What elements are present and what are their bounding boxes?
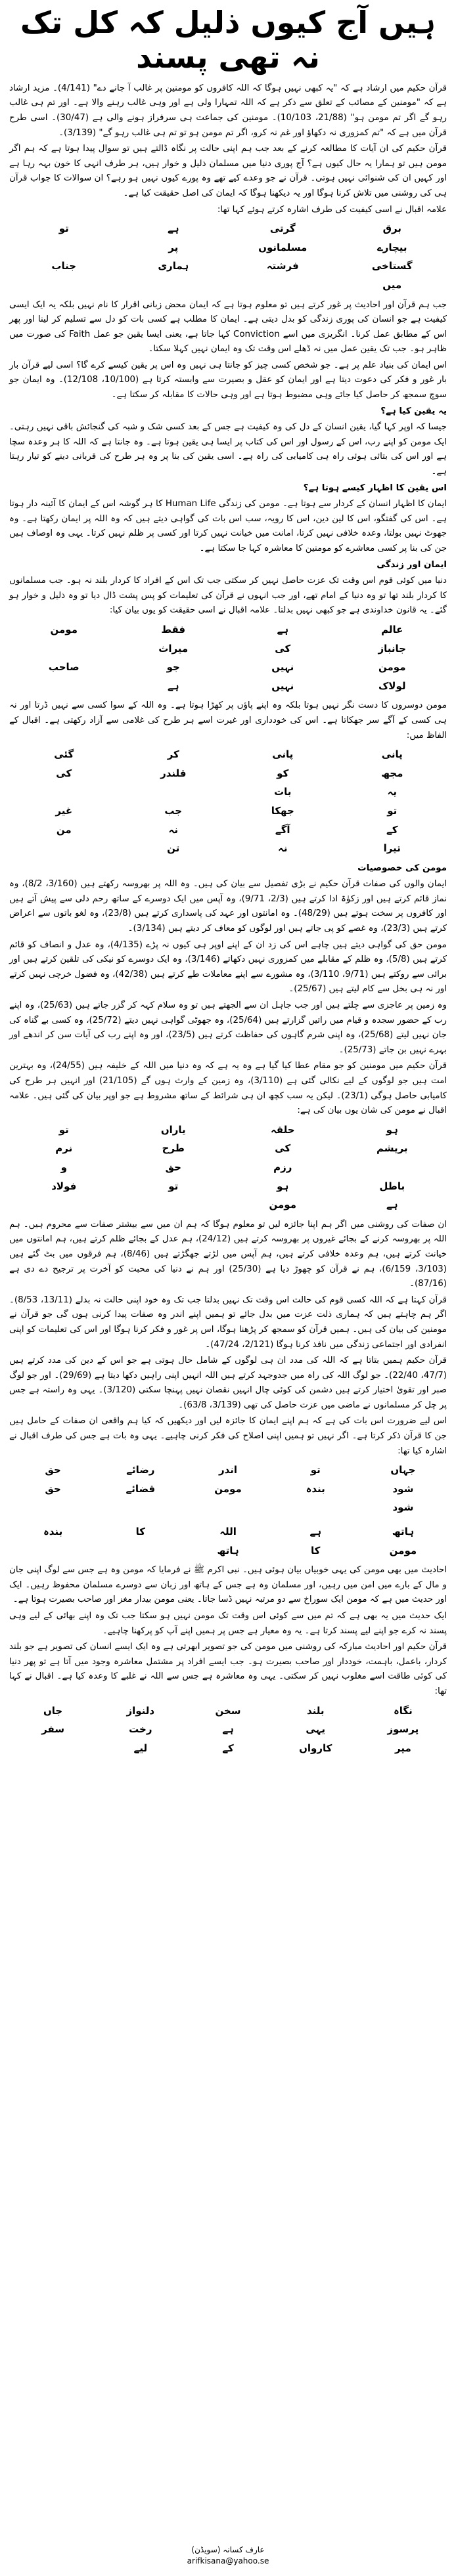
verse-word — [119, 784, 229, 800]
verse-word: رضائے — [126, 1464, 155, 1476]
verse-word — [97, 1543, 184, 1558]
verse-word — [97, 1500, 184, 1515]
verse-word: کی — [275, 642, 291, 655]
verse-word: نہیں — [271, 679, 294, 692]
verse-word: قلندر — [160, 767, 187, 779]
verse-word: مجھ — [381, 767, 403, 779]
verse-word: تو — [58, 223, 69, 235]
verse-word: جاں — [43, 1704, 63, 1717]
verse-word — [184, 1500, 271, 1515]
paragraph: جب ہم قرآن اور احادیث پر غور کرتے ہیں تو معلوم ہوتا ہے کہ ایمان محض زبانی اقرار کا نام نہیں بلکہ یہ ایک ایسی کیفیت ہے جو انسان کی پوری زندگی کو بدل دیتی ہے۔ ایمان کا مطلب ہے کسی بات کو دل سے تسلیم کر لینا اور پھر اس کے مطابق عمل کرنا۔ انگریزی میں اسے Conviction کہا جاتا ہے، یعنی ایسا یقین جو عمل Faith کی صورت میں ظاہر ہو۔ جب تک یقین عمل میں نہ ڈھلے اس وقت تک وہ ایمان نہیں کہلا سکتا۔ — [9, 299, 447, 354]
paragraph: مومن حق کی گواہی دیتے ہیں چاہے اس کی زد ان کے اپنے اوپر ہی کیوں نہ پڑے (4/135)، وہ عدل و انصاف کو قائم کرتے ہیں (5/8)، وہ ظلم کے مقابلے میں کمزوری نہیں دکھاتے (3/146)، وہ ایک دوسرے کو نیکی کی تلقین کرتے ہیں اور برائی سے روکتے ہیں (9/71، 3/110)، وہ مشورے سے اپنے معاملات طے کرتے ہیں (42/38)، وہ فضول خرچی نہیں کرتے اور نہ ہی بخل سے کام لیتے ہیں (25/67)۔ — [9, 939, 447, 995]
paragraph: قرآن حکیم ہمیں بتاتا ہے کہ اللہ کی مدد ان ہی لوگوں کے شامل حال ہوتی ہے جو اس کے دین کی مدد کرتے ہیں (47/7، 22/40)۔ جو لوگ اللہ کی راہ میں جدوجہد کرتے ہیں اللہ انہیں اپنی راہیں دکھا دیتا ہے (29/69)۔ اور جو لوگ صبر اور تقویٰ اختیار کرتے ہیں دشمن کی کوئی چال انہیں نقصان نہیں پہنچا سکتی (3/120)۔ یہی وہ راستہ ہے جس پر چل کر مسلمانوں نے ماضی میں عزت حاصل کی تھی (3/139، 63/8)۔ — [9, 1356, 447, 1410]
verse-word: فولاد — [51, 1180, 77, 1192]
verse-word: طرح — [162, 1142, 185, 1155]
verse-block — [9, 1524, 447, 1558]
verse-word: تو — [58, 1123, 69, 1136]
verse-word — [9, 1741, 97, 1756]
subheading: مومن کی خصوصیات — [357, 863, 447, 873]
verse-word — [9, 641, 119, 656]
verse-word: شود — [392, 1501, 414, 1514]
verse-word: نرم — [55, 1142, 73, 1155]
verse-word: کی — [275, 1142, 291, 1155]
verse-word: کے — [386, 823, 398, 836]
verse-word: تو — [310, 1464, 321, 1476]
verse-word: کر — [167, 748, 179, 761]
verse-word: بیچارے — [376, 241, 407, 253]
verse-word: نہ — [278, 842, 288, 855]
subheading: یہ یقین کیا ہے؟ — [380, 406, 447, 416]
verse-word: و — [60, 1161, 67, 1173]
verse-word: میر — [395, 1742, 411, 1754]
verse-word — [9, 784, 119, 800]
verse-word: سخن — [215, 1704, 241, 1717]
verse-word: جھکا — [271, 804, 294, 817]
verse-word: باطل — [379, 1180, 405, 1192]
verse-word: عالم — [381, 623, 403, 635]
verse-word: کا — [135, 1526, 145, 1538]
verse-word: بندہ — [43, 1526, 63, 1538]
paragraph: قرآن حکیم میں مومنین کو جو مقام عطا کیا گیا ہے وہ یہ ہے کہ وہ دنیا میں اللہ کے خلیفہ ہیں (24/55)، وہ بہترین امت ہیں جو لوگوں کے لیے نکالی گئی ہے (3/110)، وہ زمین کے وارث ہوں گے (21/105) اور انہیں ہر طرح کی کامیابی حاصل ہوگی (23/1)۔ لیکن یہ سب کچھ ان ہی شرائط کے ساتھ مشروط ہے جو اوپر بیان کی گئی ہیں۔ علامہ اقبال نے مومن کی شان یوں بیان کی ہے: — [9, 1061, 447, 1116]
verse-block — [9, 1123, 447, 1213]
verse-word — [338, 1160, 447, 1175]
verse-word: بات — [274, 786, 292, 798]
paragraph: ان صفات کی روشنی میں اگر ہم اپنا جائزہ لیں تو معلوم ہوگا کہ ہم ان میں سے بیشتر صفات سے محروم ہیں۔ ہم اللہ پر بھروسہ کرنے کے بجائے غیروں پر بھروسہ کرتے ہیں (24/12)، ہم عدل کے بجائے ظلم کرتے ہیں، ہم امانتوں میں خیانت کرتے ہیں، ہم وعدہ خلافی کرتے ہیں، ہم آپس میں لڑتے جھگڑتے ہیں (8/46)، ہم فرقوں میں بٹ گئے ہیں (3/103، 6/159)، ہم نے قرآن کو چھوڑ دیا ہے (25/30) اور ہم نے دنیا کی محبت کو آخرت پر ترجیح دے دی ہے (87/16)۔ — [9, 1219, 447, 1289]
verse-block — [9, 1704, 447, 1756]
verse-word: ہے — [167, 679, 179, 692]
verse-word: نہیں — [271, 661, 294, 674]
verse-word — [9, 1500, 97, 1515]
verse-word: ہے — [309, 1526, 321, 1538]
verse-word: تیرا — [383, 842, 401, 855]
verse-word: من — [56, 823, 72, 836]
verse-word: سفر — [41, 1723, 65, 1736]
verse-block — [9, 221, 447, 292]
subheading: ایمان اور زندگی — [376, 559, 447, 570]
verse-block — [9, 1463, 447, 1519]
verse-word: تن — [167, 842, 180, 855]
paragraph: ایک حدیث میں یہ بھی ہے کہ تم میں سے کوئی اس وقت تک مومن نہیں ہو سکتا جب تک وہ اپنے بھائی کے لیے وہی پسند نہ کرے جو اپنے لیے پسند کرتا ہے۔ یہ وہ معیار ہے جس پر ہمیں اپنے آپ کو پرکھنا چاہیے۔ — [9, 1611, 447, 1636]
article-body — [9, 81, 447, 1756]
verse-word: حق — [45, 1464, 61, 1476]
verse-word — [9, 1543, 97, 1558]
verse-word — [272, 1500, 359, 1515]
verse-word: فقط — [161, 623, 186, 635]
verse-word: اندر — [218, 1464, 238, 1476]
byline — [0, 2544, 456, 2567]
author-name: عارف کسانہ (سویڈن) — [191, 2545, 265, 2554]
verse-word: جہاں — [390, 1464, 416, 1476]
verse-word: بریشم — [376, 1142, 408, 1155]
paragraph: ایمان کا اظہار انسان کے کردار سے ہوتا ہے۔ مومن کی زندگی Human Life کا ہر گوشہ اس کے ایمان کا آئینہ دار ہوتا ہے۔ اس کی گفتگو، اس کا لین دین، اس کا رویہ، سب اس بات کی گواہی دیتے ہیں کہ وہ اللہ پر ایمان رکھتا ہے۔ وہ جھوٹ نہیں بولتا، وعدہ خلافی نہیں کرتا، امانت میں خیانت نہیں کرتا اور کسی پر ظلم نہیں کرتا۔ یہی وہ اوصاف ہیں جن کی بنا پر کسی معاشرے کو مومنین کا معاشرہ کہا جا سکتا ہے۔ — [9, 499, 447, 553]
verse-word: حلقہ — [270, 1123, 295, 1136]
verse-word: ہو — [386, 1123, 398, 1136]
verse-block — [9, 747, 447, 856]
verse-word: شود — [392, 1482, 414, 1495]
verse-word — [9, 841, 119, 856]
verse-word: مومن — [214, 1482, 242, 1495]
verse-word: مسلمانوں — [258, 241, 308, 253]
verse-word: گستاخی — [371, 260, 413, 272]
verse-word: پانی — [272, 748, 294, 761]
verse-word: مومن — [389, 1544, 417, 1556]
verse-word — [9, 679, 119, 694]
verse-word: ہے — [167, 223, 179, 235]
verse-block — [9, 622, 447, 693]
paragraph: قرآن کہتا ہے کہ اللہ کسی قوم کی حالت اس وقت تک نہیں بدلتا جب تک وہ خود اپنی حالت نہ بدلے (13/11، 8/53)۔ اگر ہم چاہتے ہیں کہ ہماری ذلت عزت میں بدل جائے تو ہمیں اپنے اندر وہ صفات پیدا کرنی ہوں گی جو قرآن نے مومنین کی بیان کی ہیں۔ ہمیں قرآن کو سمجھ کر پڑھنا ہوگا، اس پر غور و فکر کرنا ہوگا اور اس کی تعلیمات کو اپنی انفرادی اور اجتماعی زندگی میں نافذ کرنا ہوگا (2/121، 47/24)۔ — [9, 1295, 447, 1350]
paragraph: اس لیے ضرورت اس بات کی ہے کہ ہم اپنے ایمان کا جائزہ لیں اور دیکھیں کہ کیا ہم واقعی ان صفات کے حامل ہیں جن کا قرآن ذکر کرتا ہے۔ اگر نہیں تو ہمیں اپنی اصلاح کی فکر کرنی چاہیے۔ یہی وہ بات ہے جس کی طرف اقبال نے اشارہ کیا تھا: — [9, 1416, 447, 1456]
verse-word: کارواں — [299, 1742, 332, 1754]
verse-word: بندہ — [306, 1482, 325, 1495]
verse-word: لولاک — [378, 679, 406, 692]
paragraph: قرآن حکیم اور احادیث مبارکہ کی روشنی میں مومن کی جو تصویر ابھرتی ہے وہ ایک ایسے انسان کی تصویر ہے جو بلند کردار، باعمل، باہمت، خوددار اور صاحب بصیرت ہو۔ جب ایسے افراد پر مشتمل معاشرہ وجود میں آتا ہے تو پھر دنیا کی کوئی طاقت اسے مغلوب نہیں کر سکتی۔ یہی وہ معاشرہ ہے جس سے اللہ نے غلبے کا وعدہ کیا ہے۔ اقبال نے کہا تھا: — [9, 1642, 447, 1696]
verse-word: ہماری — [158, 260, 189, 272]
verse-word: جانباز — [378, 642, 406, 655]
paragraph: علامہ اقبال نے اسی کیفیت کی طرف اشارہ کرتے ہوئے کہا تھا: — [217, 204, 447, 215]
subheading: اس یقین کا اظہار کیسے ہوتا ہے؟ — [303, 483, 447, 493]
verse-word: برق — [382, 223, 401, 235]
verse-word: یہ — [387, 786, 397, 798]
verse-word: فرشتہ — [266, 260, 299, 272]
verse-word: جو — [166, 661, 180, 674]
verse-word: ہے — [222, 1723, 234, 1736]
paragraph: وہ زمین پر عاجزی سے چلتے ہیں اور جب جاہل ان سے الجھتے ہیں تو وہ سلام کہہ کر گزر جاتے ہیں (25/63)، وہ اپنے رب کے حضور سجدہ و قیام میں راتیں گزارتے ہیں (25/64)، وہ جھوٹی گواہی نہیں دیتے (25/72)، وہ کسی بے گناہ کی جان نہیں لیتے (25/68)، وہ اپنی شرم گاہوں کی حفاظت کرتے ہیں (23/5)، اور وہ اپنے رب کی آیات سن کر اندھے اور بہرے نہیں بن جاتے (25/73)۔ — [9, 1000, 447, 1055]
verse-word: ہے — [386, 1199, 398, 1211]
verse-word: مومن — [269, 1199, 296, 1211]
verse-word: کی — [56, 767, 72, 779]
paragraph: احادیث میں بھی مومن کی یہی خوبیاں بیان ہوئی ہیں۔ نبی اکرم ﷺ نے فرمایا کہ مومن وہ ہے جس سے لوگ اپنی جان و مال کے بارے میں امن میں رہیں، اور مسلمان وہ ہے جس کے ہاتھ اور زبان سے دوسرے مسلمان محفوظ رہیں۔ ایک اور حدیث میں ہے کہ مومن ایک سوراخ سے دو مرتبہ نہیں ڈسا جاتا۔ یعنی مومن بیدار مغز اور صاحب بصیرت ہوتا ہے۔ — [9, 1565, 447, 1605]
verse-word: کا — [311, 1544, 321, 1556]
verse-word: ہاتھ — [392, 1526, 415, 1538]
verse-word: حق — [45, 1482, 61, 1495]
verse-word: نہ — [168, 823, 178, 836]
paragraph: جیسا کہ اوپر کہا گیا، یقین انسان کے دل کی وہ کیفیت ہے جس کے بعد کسی شک و شبہ کی گنجائش باقی نہیں رہتی۔ ایک مومن کو اپنے رب، اس کے رسول اور اس کی کتاب پر ایسا ہی یقین ہوتا ہے۔ وہ جانتا ہے کہ اللہ کا ہر وعدہ سچا ہے اور اس کی بتائی ہوئی راہ ہی کامیابی کی راہ ہے۔ اسی یقین کی بنا پر وہ ہر طرح کی قربانی دینے کو تیار رہتا ہے۔ — [9, 422, 447, 477]
paragraph: ایمان والوں کی صفات قرآن حکیم نے بڑی تفصیل سے بیان کی ہیں۔ وہ اللہ پر بھروسہ رکھتے ہیں (3/160، 8/2)، وہ نماز قائم کرتے ہیں اور زکوٰۃ ادا کرتے ہیں (2/3، 9/71)، وہ آپس میں ایک دوسرے کے ساتھ رحم دلی سے پیش آتے ہیں اور کافروں پر سخت ہوتے ہیں (48/29)۔ وہ امانتوں اور عہد کی پاسداری کرتے ہیں (23/8)، وہ لغو باتوں سے اعراض کرتے ہیں (23/3)، وہ غصے کو پی جاتے ہیں اور لوگوں کو معاف کر دیتے ہیں (3/134)۔ — [9, 879, 447, 934]
verse-word: حق — [165, 1161, 181, 1173]
verse-word: جناب — [51, 260, 77, 272]
verse-word — [9, 240, 119, 255]
verse-word: تو — [387, 804, 398, 817]
verse-word: کے — [222, 1742, 234, 1754]
verse-word: کو — [277, 767, 289, 779]
verse-word: آگے — [275, 823, 290, 836]
paragraph: مومن دوسروں کا دست نگر نہیں ہوتا بلکہ وہ اپنے پاؤں پر کھڑا ہوتا ہے۔ وہ اللہ کے سوا کسی سے نہیں ڈرتا اور نہ ہی کسی کے آگے سر جھکاتا ہے۔ اس کی خودداری اور غیرت اسے ہر طرح کی غلامی سے آزاد رکھتی ہے۔ اقبال کے الفاظ میں: — [9, 700, 447, 741]
paragraph: دنیا میں کوئی قوم اس وقت تک عزت حاصل نہیں کر سکتی جب تک اس کے افراد کا کردار بلند نہ ہو۔ جب مسلمانوں کا کردار بلند تھا تو وہ دنیا کے امام تھے، اور جب انہوں نے قرآن کی تعلیمات کو پس پشت ڈال دیا تو وہ ذلیل و خوار ہو گئے۔ یہ قانون خداوندی ہے جو کبھی نہیں بدلتا۔ علامہ اقبال نے اسی حقیقت کو یوں بیان کیا: — [9, 576, 447, 616]
headline: ہیں آج کیوں ذلیل کہ کل تک نہ تھی پسند — [20, 5, 436, 75]
verse-word: میں — [382, 278, 402, 291]
verse-word: رخت — [129, 1723, 152, 1736]
verse-word: دلنواز — [126, 1704, 155, 1717]
verse-word: میراث — [158, 642, 189, 655]
verse-word: یاراں — [160, 1123, 186, 1136]
verse-word: رزم — [273, 1161, 292, 1173]
verse-word: جب — [164, 804, 183, 817]
paragraph: قرآن حکیم کی ان آیات کا مطالعہ کرنے کے بعد جب ہم اپنی حالت پر نگاہ ڈالتے ہیں تو سوال پیدا ہوتا ہے کہ ہم اگر مومن ہیں تو ہمارا یہ حال کیوں ہے؟ آج پوری دنیا میں مسلمان ذلیل و خوار ہیں، ہر طرف انہی کا خون بہہ رہا ہے اور کہیں ان کی شنوائی نہیں ہوتی۔ قرآن نے جو وعدے کیے تھے وہ پورے کیوں نہیں ہو رہے؟ ان سوالات کا جواب قرآن ہی کی روشنی میں تلاش کرنا ہوگا اور یہ دیکھنا ہوگا کہ ایمان کی اصل حقیقت کیا ہے۔ — [9, 144, 447, 198]
verse-word: تو — [168, 1180, 179, 1192]
verse-word: ہو — [277, 1180, 289, 1192]
paragraph: اس ایمان کی بنیاد علم پر ہے۔ جو شخص کسی چیز کو جانتا ہی نہیں وہ اس پر یقین کیسے کرے گا؟ اسی لیے قرآن بار بار غور و فکر کی دعوت دیتا ہے اور ایمان کو عقل و بصیرت سے وابستہ کرتا ہے (10/100، 12/108)۔ وہ ایمان جو سوچ سمجھ کر حاصل کیا جائے وہی مضبوط ہوتا ہے اور وہی حالات کا مقابلہ کر سکتا ہے۔ — [9, 360, 447, 400]
verse-word: نگاہ — [394, 1704, 413, 1717]
verse-word: قضائے — [125, 1482, 156, 1495]
verse-word: پرسوز — [387, 1723, 419, 1736]
verse-word: گئی — [54, 748, 74, 761]
verse-word: اللہ — [219, 1526, 237, 1538]
verse-word: گرتی — [269, 223, 296, 235]
paragraph: قرآن حکیم میں ارشاد ہے کہ "یہ کبھی نہیں ہوگا کہ اللہ کافروں کو مومنین پر غالب آ جانے دے" (4/141)۔ مزید ارشاد ہے کہ "مومنین کے مصائب کے تعلق سے ذکر ہے کہ اللہ تمہارا ولی ہے اور وہی غالب رہنے والا ہے۔ اور تم ہی غالب رہو گے اگر تم مومن ہو" (21/88، 10/103)۔ مومنین کی جماعت ہی سرفراز ہونے والی ہے (30/47)۔ اسی طرح قرآن میں ہے کہ "تم کمزوری نہ دکھاؤ اور غم نہ کرو، اگر تم مومن ہو تو تم ہی غالب رہو گے" (3/139)۔ — [9, 83, 447, 138]
verse-word: مومن — [378, 661, 406, 674]
verse-word: بلند — [306, 1704, 325, 1717]
verse-word: پر — [168, 241, 179, 253]
verse-word: ہے — [277, 623, 289, 635]
verse-word: غیر — [55, 804, 73, 817]
verse-word: لیے — [133, 1742, 148, 1754]
verse-word: پانی — [381, 748, 403, 761]
verse-word: یہی — [306, 1723, 326, 1736]
verse-word: ہاتھ — [217, 1544, 239, 1556]
verse-word: صاحب — [48, 661, 80, 674]
author-email: arifkisana@yahoo.se — [187, 2556, 269, 2565]
verse-word: مومن — [50, 623, 78, 635]
